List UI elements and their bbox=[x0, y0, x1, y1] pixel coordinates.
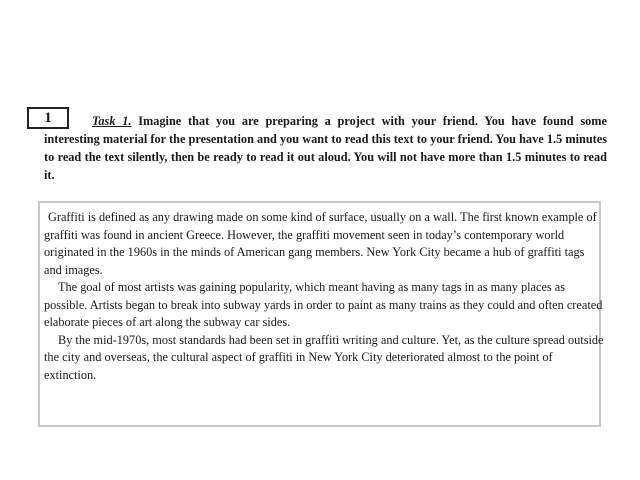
task-number: 1 bbox=[44, 109, 52, 126]
passage-paragraph-3: By the mid-1970s, most standards had been set in graffiti writing and culture. Yet, as the culture spread outside the city and overseas, the cultural aspect of graffiti in New York City deteriorated almost to the point of extinction. bbox=[44, 332, 604, 382]
reading-passage bbox=[44, 209, 604, 384]
task-instruction bbox=[44, 109, 607, 184]
task-label: Task 1. bbox=[92, 114, 132, 128]
passage-paragraph-2: The goal of most artists was gaining popularity, which meant having as many tags in as many places as possible. Artists began to break into subway yards in order to paint as many trains as they could and often created elaborate pieces of art along the subway car sides. bbox=[44, 280, 603, 329]
passage-paragraph-1: Graffiti is defined as any drawing made on some kind of surface, usually on a wall. The first known example of graffiti was found in ancient Greece. However, the graffiti movement seen in today’s contemporary world originated in the 1960s in the minds of American gang members. New York City became a hub of graffiti tags and images. bbox=[44, 210, 597, 277]
task-instruction-text: Imagine that you are preparing a project with your friend. You have found some interesting material for the presentation and you want to read this text to your friend. You have 1.5 minutes to read the text silently, then be ready to read it out aloud. You will not have more than 1.5 minutes to read it. bbox=[44, 114, 607, 182]
